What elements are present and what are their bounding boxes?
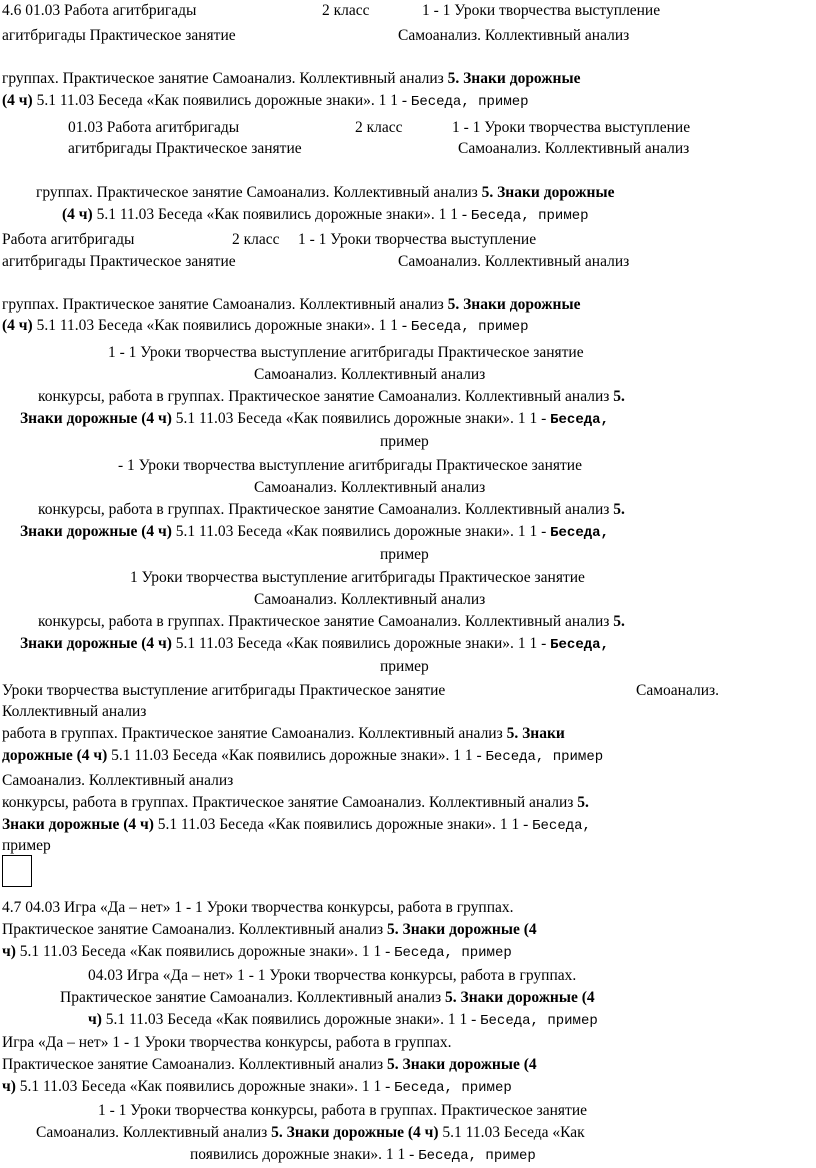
text-line: агитбригады Практическое занятие: [2, 27, 236, 44]
text-line: Практическое занятие Самоанализ. Коллективный анализ 5. Знаки дорожные (4: [2, 1056, 537, 1073]
text-line: пример: [380, 546, 429, 563]
text-line: Самоанализ.: [636, 682, 719, 699]
text-line: пример: [2, 837, 51, 854]
text-line: ч) 5.1 11.03 Беседа «Как появились дорожные знаки». 1 1 - Беседа, пример: [88, 1011, 598, 1029]
text-line: конкурсы, работа в группах. Практическое занятие Самоанализ. Коллективный анализ 5.: [38, 501, 625, 518]
text-line: 1 - 1 Уроки творчества выступление агитбригады Практическое занятие: [108, 344, 584, 361]
text-line: Игра «Да – нет» 1 - 1 Уроки творчества конкурсы, работа в группах.: [2, 1034, 452, 1051]
text-line: (4 ч) 5.1 11.03 Беседа «Как появились дорожные знаки». 1 1 - Беседа, пример: [62, 206, 589, 224]
text-line: конкурсы, работа в группах. Практическое занятие Самоанализ. Коллективный анализ 5.: [38, 388, 625, 405]
text-line: 1 - 1 Уроки творчества выступление: [422, 2, 661, 19]
text-line: 1 - 1 Уроки творчества конкурсы, работа в группах. Практическое занятие: [98, 1102, 588, 1119]
text-line: появились дорожные знаки». 1 1 - Беседа, пример: [190, 1146, 536, 1164]
text-line: Самоанализ. Коллективный анализ 5. Знаки дорожные (4 ч) 5.1 11.03 Беседа «Как: [36, 1124, 585, 1141]
text-line: агитбригады Практическое занятие: [2, 253, 236, 270]
text-line: группах. Практическое занятие Самоанализ. Коллективный анализ 5. Знаки дорожные: [2, 70, 581, 87]
text-line: Знаки дорожные (4 ч) 5.1 11.03 Беседа «Как появились дорожные знаки». 1 1 - Беседа,: [2, 816, 591, 834]
text-line: 04.03 Игра «Да – нет» 1 - 1 Уроки творчества конкурсы, работа в группах.: [88, 967, 577, 984]
text-line: (4 ч) 5.1 11.03 Беседа «Как появились дорожные знаки». 1 1 - Беседа, пример: [2, 317, 529, 335]
text-line: Работа агитбригады: [2, 231, 135, 248]
text-line: ч) 5.1 11.03 Беседа «Как появились дорожные знаки». 1 1 - Беседа, пример: [2, 1078, 512, 1096]
text-line: 2 класс: [322, 2, 370, 19]
text-line: 2 класс: [232, 231, 280, 248]
text-line: Самоанализ. Коллективный анализ: [254, 591, 486, 608]
text-line: ч) 5.1 11.03 Беседа «Как появились дорожные знаки». 1 1 - Беседа, пример: [2, 943, 512, 961]
text-line: группах. Практическое занятие Самоанализ. Коллективный анализ 5. Знаки дорожные: [2, 296, 581, 313]
text-line: Самоанализ. Коллективный анализ: [398, 27, 630, 44]
text-line: 4.6 01.03 Работа агитбригады: [2, 2, 197, 19]
text-line: 1 - 1 Уроки творчества выступление: [298, 231, 537, 248]
text-line: дорожные (4 ч) 5.1 11.03 Беседа «Как появились дорожные знаки». 1 1 - Беседа, пример: [2, 747, 604, 765]
text-line: 1 Уроки творчества выступление агитбригады Практическое занятие: [130, 569, 585, 586]
text-line: Самоанализ. Коллективный анализ: [398, 253, 630, 270]
text-line: Знаки дорожные (4 ч) 5.1 11.03 Беседа «Как появились дорожные знаки». 1 1 - Беседа,: [20, 635, 609, 653]
text-line: 4.7 04.03 Игра «Да – нет» 1 - 1 Уроки творчества конкурсы, работа в группах.: [2, 899, 514, 916]
text-line: Самоанализ. Коллективный анализ: [254, 366, 486, 383]
text-line: конкурсы, работа в группах. Практическое занятие Самоанализ. Коллективный анализ 5.: [2, 794, 589, 811]
text-line: пример: [380, 658, 429, 675]
text-line: Знаки дорожные (4 ч) 5.1 11.03 Беседа «Как появились дорожные знаки». 1 1 - Беседа,: [20, 410, 609, 428]
text-line: Знаки дорожные (4 ч) 5.1 11.03 Беседа «Как появились дорожные знаки». 1 1 - Беседа,: [20, 523, 609, 541]
text-line: - 1 Уроки творчества выступление агитбригады Практическое занятие: [118, 457, 582, 474]
text-line: 1 - 1 Уроки творчества выступление: [452, 119, 691, 136]
text-line: Самоанализ. Коллективный анализ: [458, 140, 690, 157]
text-line: Практическое занятие Самоанализ. Коллективный анализ 5. Знаки дорожные (4: [2, 921, 537, 938]
text-line: Коллективный анализ: [2, 703, 147, 720]
text-line: работа в группах. Практическое занятие Самоанализ. Коллективный анализ 5. Знаки: [2, 725, 565, 742]
text-line: Самоанализ. Коллективный анализ: [2, 772, 234, 789]
text-line: конкурсы, работа в группах. Практическое занятие Самоанализ. Коллективный анализ 5.: [38, 613, 625, 630]
empty-cell-box: [2, 855, 32, 887]
text-line: 2 класс: [355, 119, 403, 136]
text-line: пример: [380, 433, 429, 450]
text-line: 01.03 Работа агитбригады: [68, 119, 240, 136]
text-line: (4 ч) 5.1 11.03 Беседа «Как появились дорожные знаки». 1 1 - Беседа, пример: [2, 92, 529, 110]
text-line: группах. Практическое занятие Самоанализ. Коллективный анализ 5. Знаки дорожные: [36, 184, 615, 201]
text-line: Уроки творчества выступление агитбригады Практическое занятие: [2, 682, 446, 699]
text-line: Практическое занятие Самоанализ. Коллективный анализ 5. Знаки дорожные (4: [60, 989, 595, 1006]
text-line: Самоанализ. Коллективный анализ: [254, 479, 486, 496]
text-line: агитбригады Практическое занятие: [68, 140, 302, 157]
